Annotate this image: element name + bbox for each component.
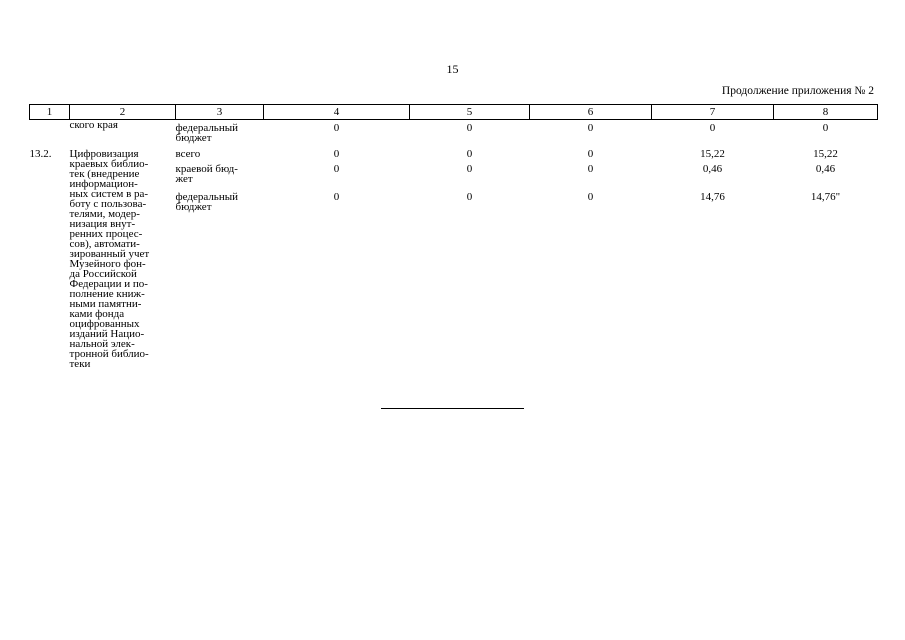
row-source <box>176 192 264 372</box>
name-line: информацион- <box>69 178 138 190</box>
column-header: 8 <box>774 105 878 120</box>
name-line: боту с пользова- <box>69 198 147 210</box>
name-line: полнение книж- <box>69 288 145 300</box>
name-line: ренних процес- <box>69 228 143 240</box>
name-line: теки <box>69 358 91 370</box>
table-row <box>30 120 878 144</box>
value-cell: 0 <box>709 122 716 134</box>
row-name <box>70 149 176 372</box>
name-line: ными памятни- <box>69 298 142 310</box>
source-text: бюджет <box>175 132 212 144</box>
value-cell: 0 <box>587 122 594 134</box>
column-header: 7 <box>652 105 774 120</box>
column-header: 5 <box>410 105 530 120</box>
name-line: тек (внедрение <box>69 168 140 180</box>
name-line: зированный учет <box>69 248 150 260</box>
row-source <box>176 149 264 164</box>
name-line: ных систем в ра- <box>69 188 149 200</box>
value-cell: 0,46 <box>702 163 723 175</box>
name-line: оцифрованных <box>69 318 140 330</box>
value-cell: 0 <box>466 163 473 175</box>
value-cell: 0 <box>466 191 473 203</box>
name-line: да Российской <box>69 268 137 280</box>
name-line: изданий Нацио- <box>69 328 145 340</box>
value-cell: 0 <box>333 148 340 160</box>
name-line: ками фонда <box>69 308 125 320</box>
name-line: Федерации и по- <box>69 278 148 290</box>
value-cell: 0 <box>466 148 473 160</box>
column-header: 1 <box>30 105 70 120</box>
value-cell: 0,46 <box>815 163 836 175</box>
name-line: краевых библио- <box>69 158 149 170</box>
page-number: 15 <box>446 62 459 76</box>
name-line: телями, модер- <box>69 208 140 220</box>
row-source <box>176 164 264 192</box>
value-cell: 0 <box>587 163 594 175</box>
table-row <box>30 149 878 164</box>
name-line: низация внут- <box>69 218 136 230</box>
column-header: 4 <box>264 105 410 120</box>
value-cell: 15,22 <box>813 148 838 160</box>
value-cell: 0 <box>822 122 829 134</box>
continuation-label: Продолжение приложения № 2 <box>721 85 874 97</box>
name-line: Цифровизация <box>69 148 139 160</box>
source-text: краевой бюд- <box>175 163 238 175</box>
column-header: 6 <box>530 105 652 120</box>
source-text: бюджет <box>175 201 212 213</box>
value-cell: 0 <box>587 148 594 160</box>
end-divider <box>381 408 524 409</box>
column-header: 2 <box>70 105 176 120</box>
source-text: жет <box>175 173 193 185</box>
value-cell: 15,22 <box>700 148 725 160</box>
source-text: всего <box>175 148 201 160</box>
column-header: 3 <box>176 105 264 120</box>
value-cell: 14,76 <box>700 191 725 203</box>
value-cell: 0 <box>333 122 340 134</box>
row-source <box>176 120 264 144</box>
value-cell: 0 <box>466 122 473 134</box>
name-line: тронной библио- <box>69 348 149 360</box>
name-line: Музейного фон- <box>69 258 146 270</box>
name-line: сов), автомати- <box>69 238 140 250</box>
source-text: федеральный <box>175 122 238 134</box>
source-text: федеральный <box>175 191 238 203</box>
value-cell: 0 <box>587 191 594 203</box>
row-index: 13.2. <box>29 148 52 160</box>
value-cell: 0 <box>333 191 340 203</box>
table-header-row <box>30 105 878 120</box>
row-name: ского края <box>69 119 118 131</box>
name-line: нальной элек- <box>69 338 135 350</box>
budget-table <box>29 104 878 372</box>
value-cell: 14,76" <box>810 191 841 203</box>
value-cell: 0 <box>333 163 340 175</box>
